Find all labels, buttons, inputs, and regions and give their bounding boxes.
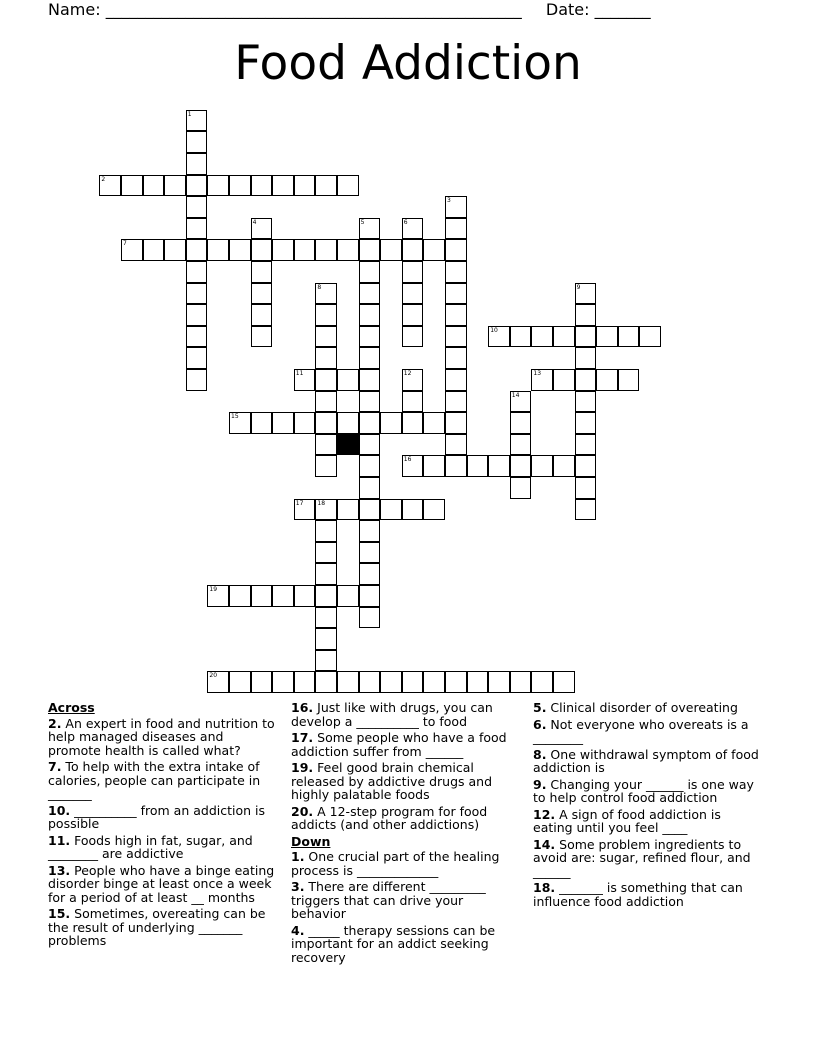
clue-number-label: 15. xyxy=(48,906,71,921)
grid-cell[interactable] xyxy=(337,585,359,607)
clue-column-3 xyxy=(533,701,763,911)
clue-text: Clinical disorder of overeating xyxy=(546,700,738,715)
clue-number-label: 18. xyxy=(533,880,556,895)
grid-cell[interactable] xyxy=(315,650,337,672)
clue-number-label: 14. xyxy=(533,836,556,852)
grid-cell[interactable] xyxy=(315,391,337,413)
clue-number-label: 9. xyxy=(533,776,547,792)
grid-cell[interactable] xyxy=(229,412,251,434)
clue-item xyxy=(48,804,278,831)
grid-cell[interactable] xyxy=(359,520,381,542)
grid-cell[interactable] xyxy=(445,671,467,693)
grid-cell[interactable] xyxy=(186,153,208,175)
grid-cell[interactable] xyxy=(315,412,337,434)
clue-number-label: 4. xyxy=(291,922,305,938)
grid-cell[interactable] xyxy=(251,175,273,197)
clue-text: Changing your ______ is one way to help control food addiction xyxy=(533,776,754,805)
grid-cell[interactable] xyxy=(510,412,532,434)
grid-cell[interactable] xyxy=(445,369,467,391)
grid-cell[interactable] xyxy=(423,455,445,477)
grid-cell[interactable] xyxy=(575,477,597,499)
grid-cell[interactable] xyxy=(359,304,381,326)
date-blank[interactable]: _______ xyxy=(594,0,651,19)
clue-number-label: 6. xyxy=(533,716,547,732)
clue-item xyxy=(533,838,763,879)
clue-number: 5 xyxy=(360,218,365,226)
grid-cell[interactable] xyxy=(575,455,597,477)
grid-cell[interactable] xyxy=(315,542,337,564)
grid-cell[interactable] xyxy=(575,369,597,391)
grid-cell[interactable] xyxy=(510,455,532,477)
grid-cell[interactable] xyxy=(337,499,359,521)
clue-text: One withdrawal symptom of food addiction is xyxy=(533,746,759,775)
clue-item xyxy=(291,731,521,758)
grid-cell[interactable] xyxy=(272,671,294,693)
clue-number: 13 xyxy=(533,370,542,377)
clue-text: Feel good brain chemical released by addictive drugs and highly palatable foods xyxy=(291,760,493,802)
grid-cell[interactable] xyxy=(467,671,489,693)
grid-cell[interactable] xyxy=(423,412,445,434)
grid-cell[interactable] xyxy=(251,671,273,693)
clue-number: 11 xyxy=(295,370,304,377)
grid-cell[interactable] xyxy=(423,671,445,693)
grid-cell[interactable] xyxy=(575,412,597,434)
grid-cell[interactable] xyxy=(553,671,575,693)
clue-number-label: 12. xyxy=(533,806,556,822)
grid-cell[interactable] xyxy=(575,434,597,456)
black-cell xyxy=(337,434,359,456)
grid-cell[interactable] xyxy=(402,326,424,348)
grid-cell[interactable] xyxy=(272,585,294,607)
clue-text: People who have a binge eating disorder binge at least once a week for a period of at least __ months xyxy=(48,862,275,905)
grid-cell[interactable] xyxy=(531,671,553,693)
grid-cell[interactable] xyxy=(380,499,402,521)
grid-cell[interactable] xyxy=(359,218,381,240)
grid-cell[interactable] xyxy=(315,563,337,585)
clue-item xyxy=(533,748,763,775)
grid-cell[interactable] xyxy=(445,261,467,283)
grid-cell[interactable] xyxy=(575,326,597,348)
clue-item xyxy=(291,850,521,877)
grid-cell[interactable] xyxy=(294,671,316,693)
grid-cell[interactable] xyxy=(164,239,186,261)
grid-cell[interactable] xyxy=(315,239,337,261)
clue-text: Some people who have a food addiction suffer from ______ xyxy=(291,730,507,759)
grid-cell[interactable] xyxy=(402,455,424,477)
clue-number: 19 xyxy=(209,586,218,593)
grid-cell[interactable] xyxy=(251,218,273,240)
clue-number-label: 3. xyxy=(291,879,305,894)
grid-cell[interactable] xyxy=(531,455,553,477)
clue-item xyxy=(533,701,763,715)
clue-text: __________ from an addiction is possible xyxy=(48,802,265,831)
grid-cell[interactable] xyxy=(315,434,337,456)
grid-cell[interactable] xyxy=(186,175,208,197)
grid-cell[interactable] xyxy=(121,175,143,197)
grid-cell[interactable] xyxy=(380,671,402,693)
grid-cell[interactable] xyxy=(359,563,381,585)
clue-text: There are different _________ triggers that can drive your behavior xyxy=(291,879,486,921)
grid-cell[interactable] xyxy=(359,499,381,521)
grid-cell[interactable] xyxy=(251,283,273,305)
clue-text: Just like with drugs, you can develop a __________ to food xyxy=(291,700,493,729)
clue-text: _____ therapy sessions can be important for an addict seeking recovery xyxy=(291,922,496,965)
grid-cell[interactable] xyxy=(380,412,402,434)
clue-number: 6 xyxy=(403,218,408,226)
grid-cell[interactable] xyxy=(488,671,510,693)
clue-item xyxy=(291,880,521,921)
date-label: Date: xyxy=(545,0,595,19)
grid-cell[interactable] xyxy=(229,671,251,693)
grid-cell[interactable] xyxy=(272,412,294,434)
grid-cell[interactable] xyxy=(315,175,337,197)
grid-cell[interactable] xyxy=(315,369,337,391)
grid-cell[interactable] xyxy=(315,628,337,650)
grid-cell[interactable] xyxy=(423,239,445,261)
grid-cell[interactable] xyxy=(294,369,316,391)
clue-item xyxy=(291,701,521,728)
grid-cell[interactable] xyxy=(359,261,381,283)
grid-cell[interactable] xyxy=(294,412,316,434)
grid-cell[interactable] xyxy=(359,585,381,607)
clue-item xyxy=(291,805,521,832)
clue-number: 16 xyxy=(403,456,412,464)
grid-cell[interactable] xyxy=(359,347,381,369)
clue-number: 15 xyxy=(231,413,239,421)
clue-number: 2 xyxy=(101,175,106,183)
grid-cell[interactable] xyxy=(186,369,208,391)
grid-cell[interactable] xyxy=(402,412,424,434)
grid-cell[interactable] xyxy=(618,326,640,348)
clue-number-label: 17. xyxy=(291,730,314,745)
grid-cell[interactable] xyxy=(531,326,553,348)
clue-text: Not everyone who overeats is a ________ xyxy=(533,716,749,745)
grid-cell[interactable] xyxy=(618,369,640,391)
grid-cell[interactable] xyxy=(575,391,597,413)
grid-cell[interactable] xyxy=(359,412,381,434)
clue-number: 8 xyxy=(317,283,322,291)
clue-number-label: 5. xyxy=(533,700,547,715)
clue-item xyxy=(48,864,278,905)
grid-cell[interactable] xyxy=(639,326,661,348)
grid-cell[interactable] xyxy=(445,347,467,369)
grid-cell[interactable] xyxy=(359,391,381,413)
down-heading: Down xyxy=(291,833,331,849)
clue-text: To help with the extra intake of calories, people can participate in _______ xyxy=(48,759,261,801)
grid-cell[interactable] xyxy=(186,304,208,326)
grid-cell[interactable] xyxy=(445,239,467,261)
grid-cell[interactable] xyxy=(315,455,337,477)
grid-cell[interactable] xyxy=(315,671,337,693)
grid-cell[interactable] xyxy=(445,434,467,456)
clue-item xyxy=(533,718,763,745)
clue-number: 4 xyxy=(252,218,257,226)
clue-item xyxy=(291,924,521,965)
grid-cell[interactable] xyxy=(294,239,316,261)
grid-cell[interactable] xyxy=(143,175,165,197)
grid-cell[interactable] xyxy=(359,455,381,477)
grid-cell[interactable] xyxy=(575,347,597,369)
grid-cell[interactable] xyxy=(553,326,575,348)
grid-cell[interactable] xyxy=(251,412,273,434)
grid-cell[interactable] xyxy=(315,607,337,629)
grid-cell[interactable] xyxy=(402,304,424,326)
grid-cell[interactable] xyxy=(315,347,337,369)
grid-cell[interactable] xyxy=(445,218,467,240)
clue-item xyxy=(533,808,763,835)
grid-cell[interactable] xyxy=(531,369,553,391)
clue-item xyxy=(533,881,763,908)
grid-cell[interactable] xyxy=(445,412,467,434)
grid-cell[interactable] xyxy=(423,499,445,521)
grid-cell[interactable] xyxy=(596,326,618,348)
clue-number: 18 xyxy=(317,499,326,507)
grid-cell[interactable] xyxy=(510,671,532,693)
grid-cell[interactable] xyxy=(207,585,229,607)
grid-cell[interactable] xyxy=(467,455,489,477)
clue-number: 3 xyxy=(447,197,451,205)
grid-cell[interactable] xyxy=(251,585,273,607)
clue-text: An expert in food and nutrition to help managed diseases and promote health is called what? xyxy=(48,715,275,758)
clue-number-label: 20. xyxy=(291,803,314,819)
grid-cell[interactable] xyxy=(186,347,208,369)
grid-cell[interactable] xyxy=(121,239,143,261)
grid-cell[interactable] xyxy=(445,283,467,305)
grid-cell[interactable] xyxy=(359,326,381,348)
name-label: Name: xyxy=(48,0,106,19)
grid-cell[interactable] xyxy=(337,671,359,693)
grid-cell[interactable] xyxy=(402,239,424,261)
grid-cell[interactable] xyxy=(359,477,381,499)
grid-cell[interactable] xyxy=(207,671,229,693)
grid-cell[interactable] xyxy=(207,239,229,261)
clue-number: 7 xyxy=(123,240,127,248)
grid-cell[interactable] xyxy=(402,283,424,305)
grid-cell[interactable] xyxy=(596,369,618,391)
grid-cell[interactable] xyxy=(359,283,381,305)
clue-number-label: 11. xyxy=(48,832,71,848)
clue-column-1 xyxy=(48,701,278,951)
clue-number-label: 8. xyxy=(533,746,547,762)
grid-cell[interactable] xyxy=(143,239,165,261)
grid-cell[interactable] xyxy=(186,196,208,218)
clue-number-label: 7. xyxy=(48,759,62,774)
grid-cell[interactable] xyxy=(337,239,359,261)
grid-cell[interactable] xyxy=(251,239,273,261)
grid-cell[interactable] xyxy=(251,326,273,348)
clue-item xyxy=(291,761,521,802)
grid-cell[interactable] xyxy=(575,304,597,326)
grid-cell[interactable] xyxy=(445,455,467,477)
clue-number: 20 xyxy=(209,672,218,680)
grid-cell[interactable] xyxy=(186,218,208,240)
clue-number: 14 xyxy=(511,391,520,399)
grid-cell[interactable] xyxy=(445,326,467,348)
grid-cell[interactable] xyxy=(251,261,273,283)
clue-item xyxy=(48,717,278,758)
grid-cell[interactable] xyxy=(272,239,294,261)
grid-cell[interactable] xyxy=(510,477,532,499)
grid-cell[interactable] xyxy=(272,175,294,197)
grid-cell[interactable] xyxy=(337,412,359,434)
name-blank[interactable]: ____________________________________________________ xyxy=(105,0,522,19)
grid-cell[interactable] xyxy=(575,499,597,521)
grid-cell[interactable] xyxy=(337,369,359,391)
clue-text: _______ is something that can influence food addiction xyxy=(533,880,743,909)
grid-cell[interactable] xyxy=(553,369,575,391)
clue-text: One crucial part of the healing process is _____________ xyxy=(291,849,500,878)
clue-number: 10 xyxy=(490,326,498,334)
clue-number-label: 19. xyxy=(291,760,314,775)
grid-cell[interactable] xyxy=(315,304,337,326)
clue-number-label: 10. xyxy=(48,802,71,818)
grid-cell[interactable] xyxy=(445,391,467,413)
grid-cell[interactable] xyxy=(99,175,121,197)
grid-cell[interactable] xyxy=(359,239,381,261)
grid-cell[interactable] xyxy=(553,455,575,477)
grid-cell[interactable] xyxy=(510,326,532,348)
grid-cell[interactable] xyxy=(575,283,597,305)
clue-item xyxy=(533,778,763,805)
grid-cell[interactable] xyxy=(186,110,208,132)
clue-number-label: 1. xyxy=(291,849,305,864)
grid-cell[interactable] xyxy=(402,499,424,521)
grid-cell[interactable] xyxy=(315,283,337,305)
grid-cell[interactable] xyxy=(510,391,532,413)
clue-number-label: 2. xyxy=(48,715,62,731)
grid-cell[interactable] xyxy=(359,607,381,629)
grid-cell[interactable] xyxy=(294,585,316,607)
grid-cell[interactable] xyxy=(488,326,510,348)
clue-item xyxy=(48,907,278,948)
grid-cell[interactable] xyxy=(186,283,208,305)
grid-cell[interactable] xyxy=(510,434,532,456)
grid-cell[interactable] xyxy=(445,304,467,326)
clue-number: 17 xyxy=(295,499,304,507)
clue-text: A sign of food addiction is eating until you feel ____ xyxy=(533,806,721,835)
grid-cell[interactable] xyxy=(402,671,424,693)
clue-number-label: 13. xyxy=(48,862,71,878)
grid-cell[interactable] xyxy=(488,455,510,477)
clue-number: 9 xyxy=(576,283,581,291)
grid-cell[interactable] xyxy=(337,175,359,197)
clue-column-2 xyxy=(291,701,521,967)
grid-cell[interactable] xyxy=(402,391,424,413)
grid-cell[interactable] xyxy=(315,499,337,521)
clue-text: Some problem ingredients to avoid are: sugar, refined flour, and ______ xyxy=(533,836,751,879)
grid-cell[interactable] xyxy=(207,175,229,197)
grid-cell[interactable] xyxy=(315,326,337,348)
grid-cell[interactable] xyxy=(186,131,208,153)
page-title: Food Addiction xyxy=(234,36,582,91)
grid-cell[interactable] xyxy=(251,304,273,326)
clue-number: 12 xyxy=(403,370,412,377)
grid-cell[interactable] xyxy=(402,261,424,283)
grid-cell[interactable] xyxy=(294,175,316,197)
grid-cell[interactable] xyxy=(229,239,251,261)
grid-cell[interactable] xyxy=(402,369,424,391)
grid-cell[interactable] xyxy=(359,671,381,693)
grid-cell[interactable] xyxy=(359,542,381,564)
clue-text: Sometimes, overeating can be the result of underlying _______ problems xyxy=(48,906,266,948)
clue-item xyxy=(48,834,278,861)
grid-cell[interactable] xyxy=(229,585,251,607)
grid-cell[interactable] xyxy=(380,239,402,261)
clue-number-label: 16. xyxy=(291,700,314,715)
grid-cell[interactable] xyxy=(359,434,381,456)
grid-cell[interactable] xyxy=(229,175,251,197)
grid-cell[interactable] xyxy=(402,218,424,240)
grid-cell[interactable] xyxy=(186,326,208,348)
grid-cell[interactable] xyxy=(294,499,316,521)
grid-cell[interactable] xyxy=(315,520,337,542)
grid-cell[interactable] xyxy=(315,585,337,607)
grid-cell[interactable] xyxy=(164,175,186,197)
clue-text: A 12-step program for food addicts (and other addictions) xyxy=(291,803,488,832)
grid-cell[interactable] xyxy=(359,369,381,391)
clue-number: 1 xyxy=(187,110,192,118)
grid-cell[interactable] xyxy=(186,261,208,283)
across-heading: Across xyxy=(48,700,95,715)
clue-item xyxy=(48,760,278,801)
clue-text: Foods high in fat, sugar, and ________ are addictive xyxy=(48,832,253,861)
grid-cell[interactable] xyxy=(445,196,467,218)
grid-cell[interactable] xyxy=(186,239,208,261)
